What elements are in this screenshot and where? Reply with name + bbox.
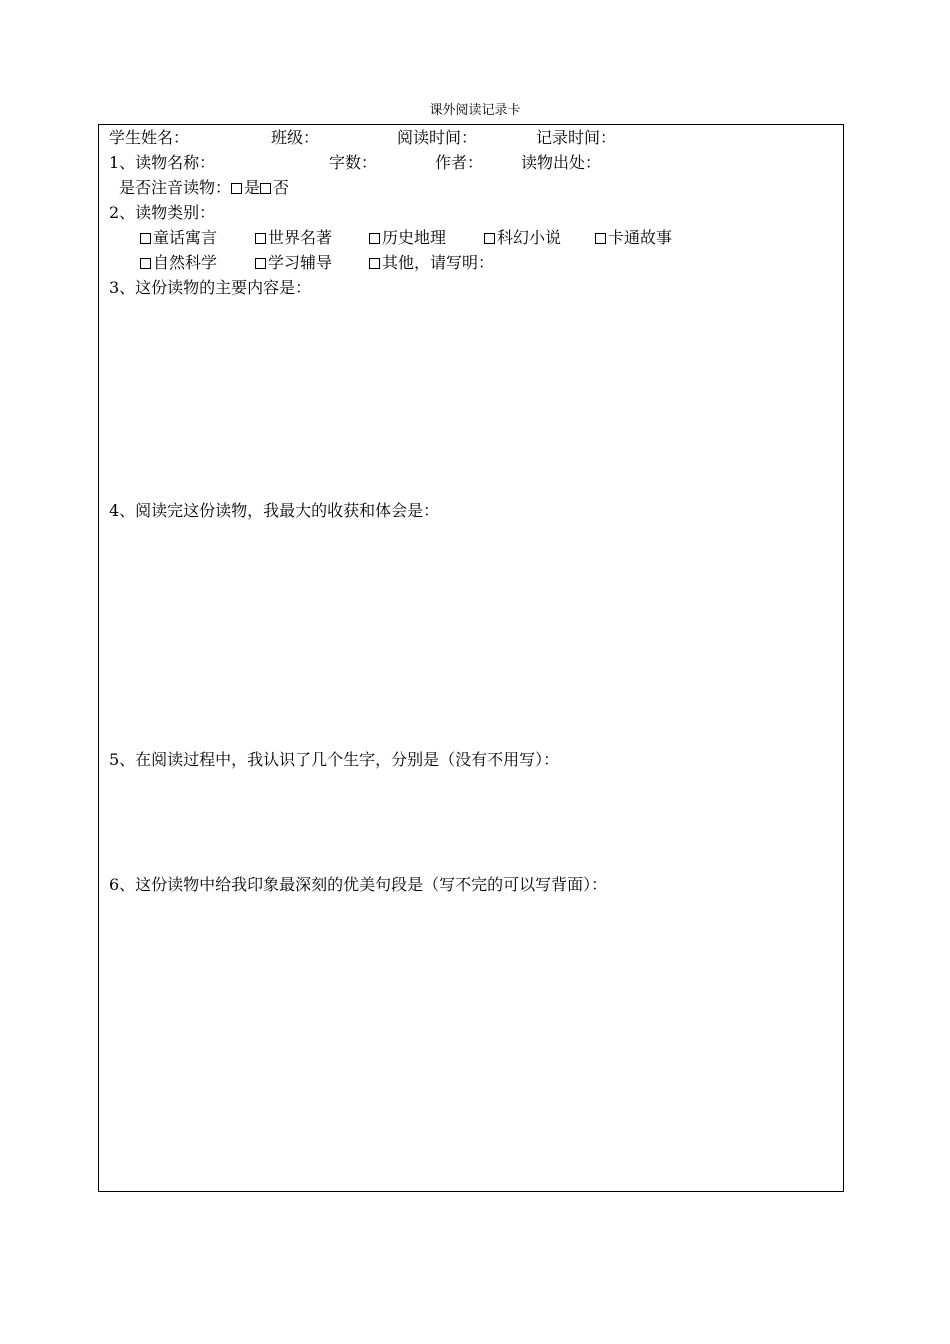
read-time-label: 阅读时间：: [397, 128, 478, 147]
category-option[interactable]: [255, 252, 332, 274]
pinyin-question: [119, 177, 289, 199]
source-label: 读物出处：: [521, 153, 602, 172]
option-label: 自然科学: [153, 253, 218, 272]
option-label: 学习辅导: [268, 253, 333, 272]
pinyin-label: 是否注音读物：: [119, 178, 232, 197]
option-label: 其他，请写明：: [382, 253, 495, 272]
checkbox[interactable]: [255, 233, 266, 244]
option-label: 世界名著: [268, 228, 333, 247]
class-label: 班级：: [271, 128, 320, 147]
no-label: 否: [273, 178, 290, 197]
checkbox[interactable]: [484, 233, 495, 244]
record-card: [98, 124, 844, 1192]
option-label: 历史地理: [382, 228, 447, 247]
option-label: 童话寓言: [153, 228, 218, 247]
checkbox[interactable]: [595, 233, 606, 244]
category-label: 2、读物类别：: [109, 203, 216, 222]
option-label: 科幻小说: [497, 228, 562, 247]
checkbox[interactable]: [255, 258, 266, 269]
checkbox[interactable]: [369, 258, 380, 269]
favorite-passage-label: 6、这份读物中给我印象最深刻的优美句段是（写不完的可以写背面）：: [109, 875, 608, 894]
checkbox[interactable]: [140, 258, 151, 269]
option-label: 卡通故事: [608, 228, 673, 247]
word-count-label: 字数：: [329, 153, 378, 172]
checkbox[interactable]: [140, 233, 151, 244]
new-words-label: 5、在阅读过程中，我认识了几个生字，分别是（没有不用写）：: [109, 750, 560, 769]
category-option[interactable]: [484, 227, 561, 249]
category-option[interactable]: [140, 252, 217, 274]
category-option[interactable]: [255, 227, 332, 249]
no-checkbox[interactable]: [260, 183, 271, 194]
record-time-label: 记录时间：: [536, 128, 617, 147]
checkbox[interactable]: [369, 233, 380, 244]
student-name-label: 学生姓名：: [109, 128, 190, 147]
category-option[interactable]: [140, 227, 217, 249]
main-content-label: 3、这份读物的主要内容是：: [109, 278, 312, 297]
category-option[interactable]: [369, 227, 446, 249]
category-option[interactable]: [595, 227, 672, 249]
harvest-label: 4、阅读完这份读物，我最大的收获和体会是：: [109, 501, 440, 520]
book-name-label: 1、读物名称：: [109, 153, 216, 172]
page-title: 课外阅读记录卡: [429, 103, 521, 118]
yes-checkbox[interactable]: [231, 183, 242, 194]
category-option[interactable]: [369, 252, 494, 274]
author-label: 作者：: [435, 153, 484, 172]
yes-label: 是: [244, 178, 261, 197]
